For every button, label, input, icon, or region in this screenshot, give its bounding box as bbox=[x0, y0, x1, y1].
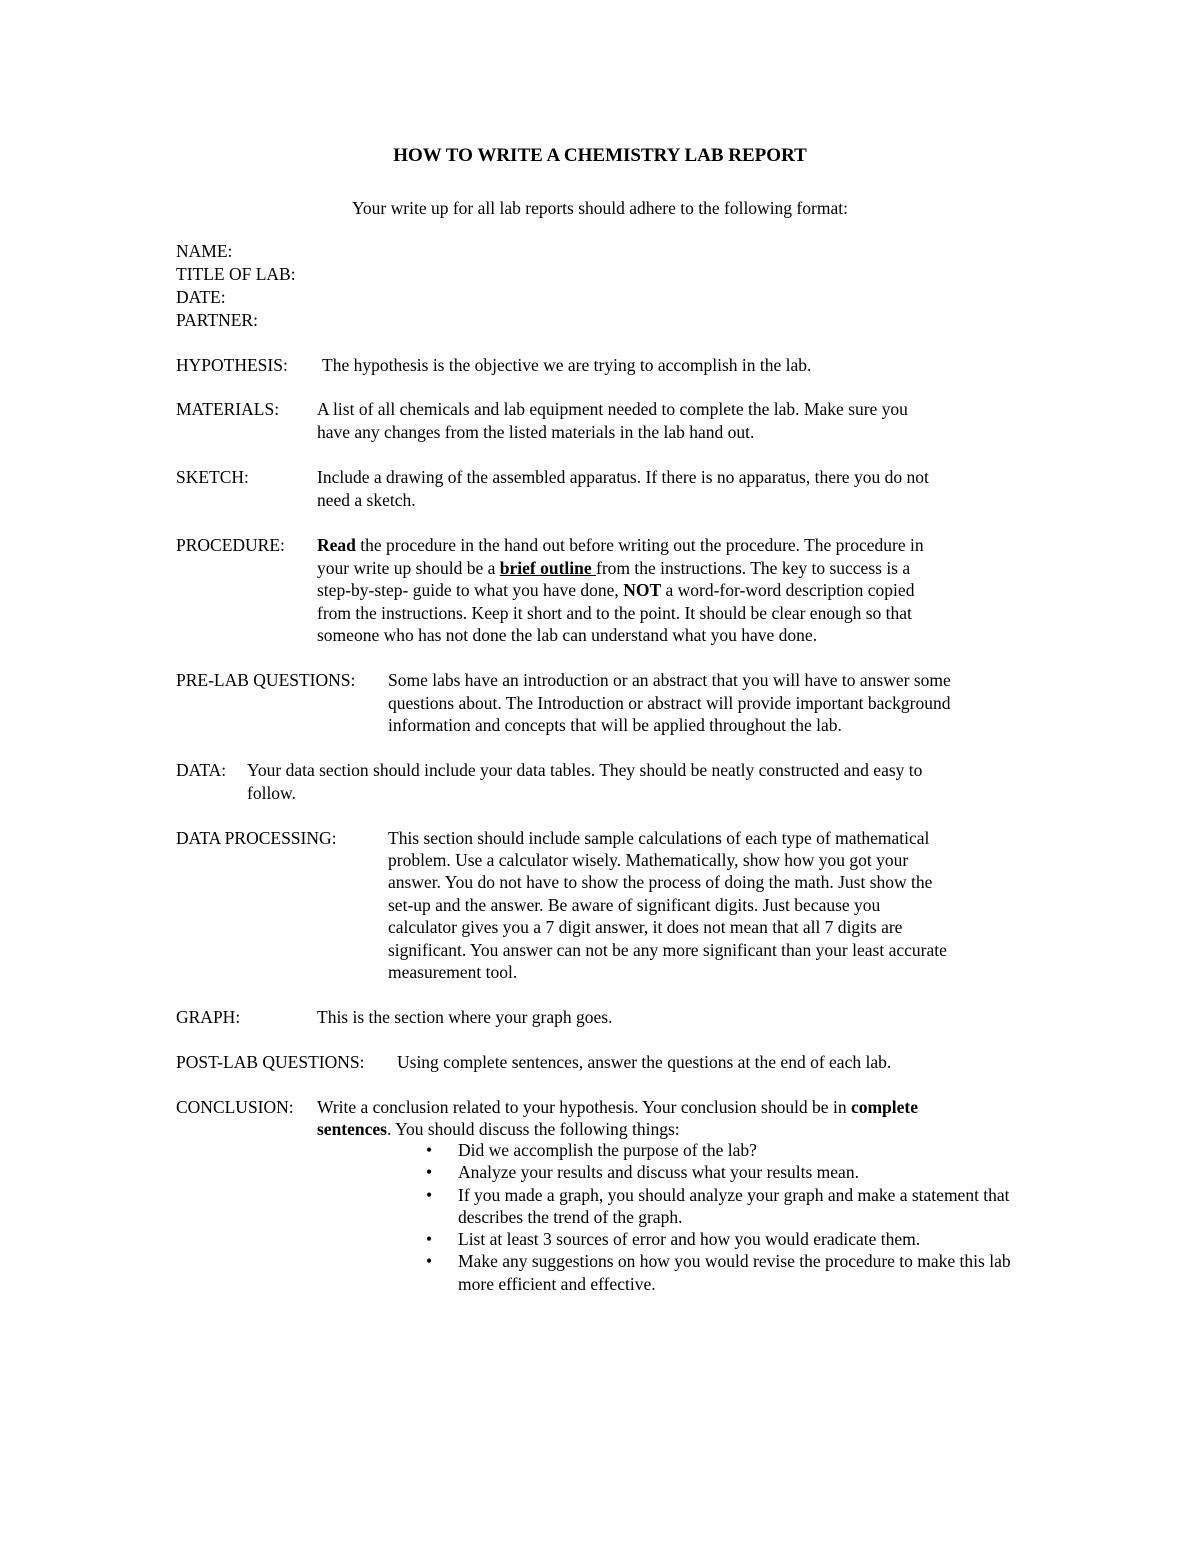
bullet-icon: • bbox=[426, 1251, 433, 1272]
conclusion-bullet-list bbox=[426, 1139, 1026, 1295]
sketch-label: SKETCH: bbox=[176, 467, 249, 487]
data-line-1: Your data section should include your data tables. They should be neatly constructed and easy to bbox=[247, 760, 923, 780]
postlab-label: POST-LAB QUESTIONS: bbox=[176, 1052, 365, 1072]
sentences-emphasis: sentences bbox=[317, 1119, 387, 1139]
materials-line-2: have any changes from the listed materials in the lab hand out. bbox=[317, 422, 755, 442]
procedure-line-3: step-by-step- guide to what you have done, NOT a word-for-word description copied bbox=[317, 580, 915, 600]
bullet-icon: • bbox=[426, 1229, 433, 1250]
data-processing-line: answer. You do not have to show the process of doing the math. Just show the bbox=[388, 872, 933, 892]
data-processing-line: problem. Use a calculator wisely. Mathematically, show how you got your bbox=[388, 850, 909, 870]
bullet-icon: • bbox=[426, 1140, 433, 1160]
prelab-line-3: information and concepts that will be applied throughout the lab. bbox=[388, 715, 842, 735]
hypothesis-label: HYPOTHESIS: bbox=[176, 355, 288, 375]
not-emphasis: NOT bbox=[623, 580, 662, 600]
name-field: NAME: bbox=[176, 241, 233, 261]
materials-line-1: A list of all chemicals and lab equipment needed to complete the lab. Make sure you bbox=[317, 399, 908, 419]
data-line-2: follow. bbox=[247, 783, 296, 803]
date-field: DATE: bbox=[176, 287, 226, 307]
graph-label: GRAPH: bbox=[176, 1007, 241, 1027]
procedure-label: PROCEDURE: bbox=[176, 535, 285, 555]
title-of-lab-field: TITLE OF LAB: bbox=[176, 264, 296, 284]
list-item: • If you made a graph, you should analyze your graph and make a statement that describes the trend of the graph. bbox=[426, 1184, 1010, 1227]
prelab-label: PRE-LAB QUESTIONS: bbox=[176, 670, 356, 690]
brief-outline-emphasis: brief outline bbox=[499, 558, 596, 578]
procedure-line-2: your write up should be a brief outline from the instructions. The key to success is a bbox=[317, 558, 911, 578]
conclusion-line-1: Write a conclusion related to your hypothesis. Your conclusion should be in complete bbox=[317, 1097, 919, 1117]
list-item: • Did we accomplish the purpose of the lab? bbox=[426, 1140, 757, 1160]
materials-label: MATERIALS: bbox=[176, 399, 280, 419]
hypothesis-text: The hypothesis is the objective we are trying to accomplish in the lab. bbox=[322, 355, 812, 375]
graph-text: This is the section where your graph goes. bbox=[317, 1007, 613, 1027]
intro-text: Your write up for all lab reports should adhere to the following format: bbox=[352, 198, 848, 218]
document-title: HOW TO WRITE A CHEMISTRY LAB REPORT bbox=[393, 145, 807, 166]
complete-emphasis: complete bbox=[850, 1097, 919, 1117]
sketch-line-2: need a sketch. bbox=[317, 490, 416, 510]
list-item: • Analyze your results and discuss what your results mean. bbox=[426, 1162, 859, 1183]
data-processing-line: This section should include sample calculations of each type of mathematical bbox=[388, 828, 930, 848]
bullet-icon: • bbox=[426, 1162, 433, 1183]
list-item: • Make any suggestions on how you would revise the procedure to make this lab more efficient and effective. bbox=[426, 1251, 1011, 1294]
data-processing-label: DATA PROCESSING: bbox=[176, 828, 337, 848]
prelab-line-2: questions about. The Introduction or abstract will provide important background bbox=[388, 693, 951, 713]
data-processing-line: measurement tool. bbox=[388, 962, 518, 982]
procedure-line-1: Read the procedure in the hand out before writing out the procedure. The procedure in bbox=[317, 535, 924, 555]
data-label: DATA: bbox=[176, 760, 227, 780]
sketch-line-1: Include a drawing of the assembled apparatus. If there is no apparatus, there you do not bbox=[317, 467, 929, 487]
procedure-line-5: someone who has not done the lab can understand what you have done. bbox=[317, 625, 818, 645]
partner-field: PARTNER: bbox=[176, 310, 258, 330]
procedure-line-4: from the instructions. Keep it short and to the point. It should be clear enough so that bbox=[317, 603, 912, 623]
postlab-text: Using complete sentences, answer the questions at the end of each lab. bbox=[397, 1052, 892, 1072]
bullet-icon: • bbox=[426, 1184, 433, 1205]
read-emphasis: Read bbox=[317, 535, 356, 555]
data-processing-line: calculator gives you a 7 digit answer, it does not mean that all 7 digits are bbox=[388, 917, 903, 937]
data-processing-line: set-up and the answer. Be aware of significant digits. Just because you bbox=[388, 895, 881, 915]
data-processing-line: significant. You answer can not be any more significant than your least accurate bbox=[388, 940, 947, 960]
prelab-line-1: Some labs have an introduction or an abstract that you will have to answer some bbox=[388, 670, 951, 690]
conclusion-label: CONCLUSION: bbox=[176, 1097, 294, 1117]
conclusion-line-2: sentences. You should discuss the following things: bbox=[317, 1119, 680, 1139]
list-item: • List at least 3 sources of error and how you would eradicate them. bbox=[426, 1229, 921, 1250]
